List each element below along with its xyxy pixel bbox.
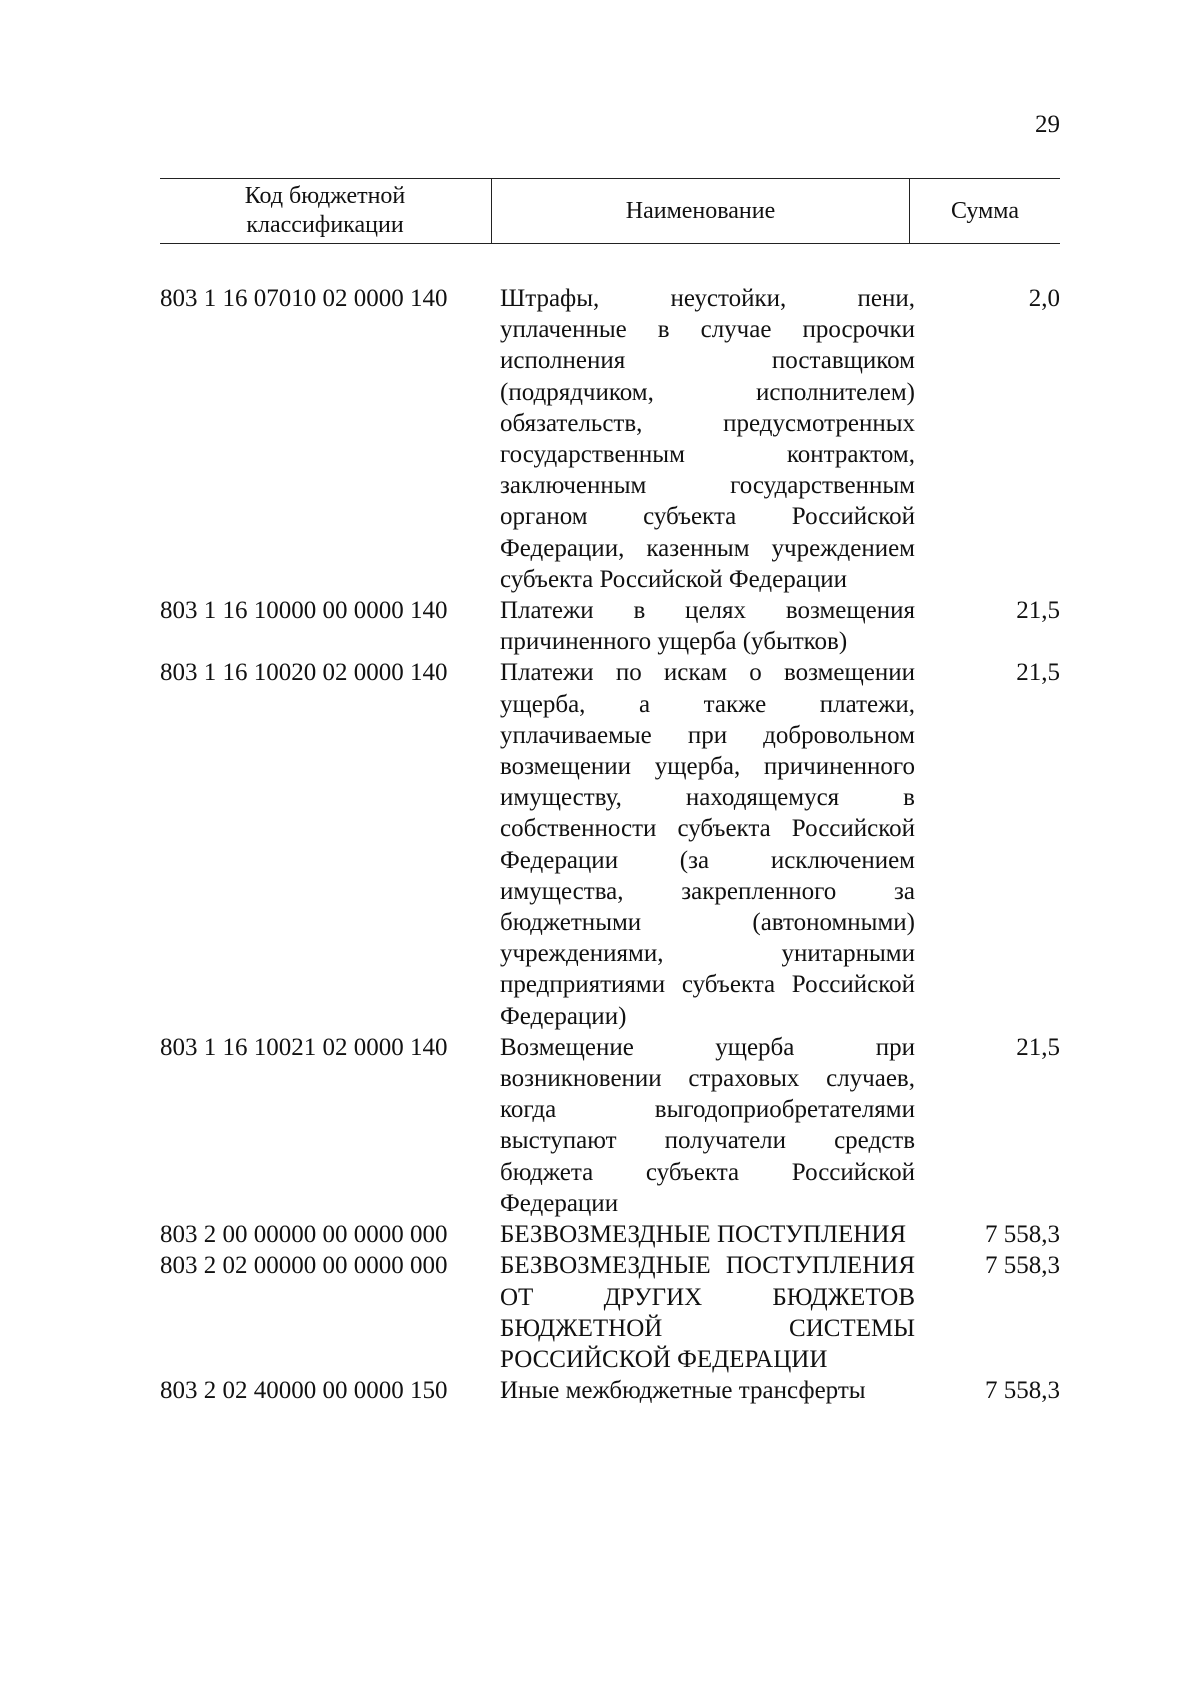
row-sum: 7 558,3: [985, 1221, 1060, 1249]
header-sum: Сумма: [951, 197, 1019, 224]
row-sum: 7 558,3: [985, 1377, 1060, 1405]
row-name: БЕЗВОЗМЕЗДНЫЕ ПОСТУПЛЕНИЯ ОТ ДРУГИХ БЮДЖЕТОВ БЮДЖЕТНОЙ СИСТЕМЫ РОССИЙСКОЙ ФЕДЕРАЦИИ: [500, 1252, 915, 1373]
row-sum: 7 558,3: [985, 1252, 1060, 1280]
table-row: [160, 657, 1060, 1031]
table-header: [160, 178, 1060, 244]
row-name: БЕЗВОЗМЕЗДНЫЕ ПОСТУПЛЕНИЯ: [500, 1221, 907, 1249]
header-code: Код бюджетной классификации: [244, 183, 406, 238]
row-sum: 2,0: [1028, 285, 1060, 312]
table-row: [160, 1250, 1060, 1375]
table-row: [160, 1375, 1060, 1406]
table-row: [160, 1032, 1060, 1219]
row-name: Иные межбюджетные трансферты: [500, 1377, 866, 1405]
row-code: 803 2 02 00000 00 0000 000: [160, 1252, 448, 1280]
row-name: Платежи по искам о возмещении ущерба, а также платежи, уплачиваемые при добровольном возмещении ущерба, причиненного имуществу, находящемуся в собственности субъекта Российской Федерации (за исключением имущества, закрепленного за бюджетными (автономными) учреждениями, унитарными предприятиями субъекта Российской Федерации): [500, 659, 915, 1030]
row-code: 803 2 02 40000 00 0000 150: [160, 1377, 448, 1405]
table-row: [160, 283, 1060, 595]
table-body: [160, 283, 1060, 1406]
header-name: Наименование: [491, 179, 910, 243]
row-name: Возмещение ущерба при возникновении страховых случаев, когда выгодоприобретателями выступают получатели средств бюджета субъекта Российской Федерации: [500, 1033, 915, 1217]
row-code: 803 1 16 10020 02 0000 140: [160, 659, 448, 687]
row-code: 803 2 00 00000 00 0000 000: [160, 1221, 448, 1249]
row-code: 803 1 16 10021 02 0000 140: [160, 1033, 448, 1061]
row-sum: 21,5: [1016, 659, 1060, 687]
row-code: 803 1 16 10000 00 0000 140: [160, 597, 448, 625]
page-number: 29: [1035, 111, 1060, 138]
row-name: Платежи в целях возмещения причиненного ущерба (убытков): [500, 597, 915, 656]
row-sum: 21,5: [1016, 1033, 1060, 1061]
row-name: Штрафы, неустойки, пени, уплаченные в случае просрочки исполнения поставщиком (подрядчиком, исполнителем) обязательств, предусмотренных государственным контрактом, заключенным государственным органом субъекта Российской Федерации, казенным учреждением субъекта Российской Федерации: [500, 285, 915, 593]
row-code: 803 1 16 07010 02 0000 140: [160, 285, 448, 312]
table-row: [160, 1219, 1060, 1250]
row-sum: 21,5: [1016, 597, 1060, 625]
table-row: [160, 595, 1060, 657]
